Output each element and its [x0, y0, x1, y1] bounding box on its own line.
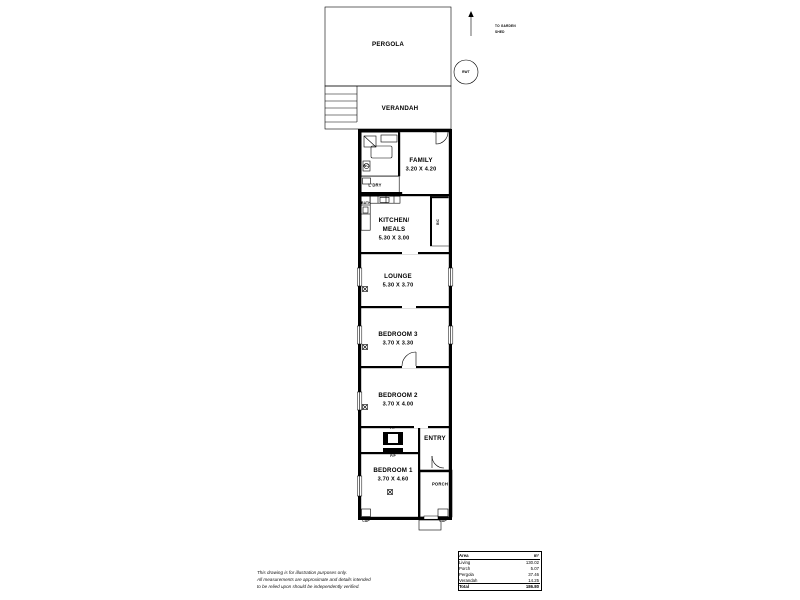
- wall-right-exterior: [449, 129, 452, 520]
- garden-shed-label-line1: TO GARDEN: [495, 24, 516, 28]
- area-row-label-living: Living: [459, 560, 471, 566]
- wall-bed2-entry: [358, 426, 452, 428]
- wall-laundry-kitchen: [361, 192, 402, 194]
- room-dim-bedroom1: 3.70 X 4.60: [377, 476, 409, 483]
- room-label-bedroom1: BEDROOM 1: [373, 467, 413, 475]
- area-row-label-porch: Porch: [459, 565, 471, 571]
- door-swing-family: [436, 132, 448, 144]
- room-dim-bedroom3: 3.70 X 3.30: [382, 340, 414, 347]
- room-label-bedroom2: BEDROOM 2: [378, 392, 418, 400]
- wall-bath-family: [398, 132, 400, 176]
- bath-label: BATH: [361, 201, 371, 205]
- area-table-header-unit: m²: [505, 553, 540, 559]
- room-label-meals: MEALS: [382, 226, 406, 234]
- area-summary-table: [458, 553, 540, 590]
- area-total-value: 186.80: [505, 583, 540, 589]
- door-swing-entry: [432, 456, 444, 468]
- room-dim-bedroom2: 3.70 X 4.00: [382, 401, 414, 408]
- wall-bed1-top: [358, 452, 420, 454]
- wall-family-kitchen: [358, 194, 452, 196]
- rwt-label: RWT: [462, 70, 470, 74]
- vanity-fixture: [381, 135, 397, 142]
- rear-step: [419, 520, 441, 530]
- area-row-label-pergola: Pergola: [459, 571, 474, 577]
- cupboard-right: [438, 509, 448, 517]
- wc-label: WC: [363, 164, 369, 168]
- area-total-label: Total: [458, 583, 505, 589]
- room-label-verandah: VERANDAH: [381, 105, 419, 113]
- door-swing-bedroom3: [402, 352, 416, 366]
- kitchen-sink: [363, 207, 368, 213]
- light-symbol-bedroom3: [363, 345, 368, 350]
- room-dim-family: 3.20 X 4.20: [405, 166, 437, 173]
- area-table-total-row: [458, 583, 540, 589]
- wall-bic-kitchen: [430, 196, 432, 246]
- area-row-value-pergola: 37.46: [528, 571, 539, 577]
- area-row-value-verandah: 14.25: [528, 577, 539, 583]
- room-dim-lounge: 5.30 X 3.70: [382, 282, 414, 289]
- disclaimer-line-3: to be relied upon should be independently verified.: [257, 583, 360, 589]
- cupboard-label-right: CUP: [439, 519, 447, 523]
- bathtub-fixture: [371, 146, 392, 158]
- disclaimer-text: [257, 570, 371, 591]
- room-label-bedroom3: BEDROOM 3: [378, 331, 418, 339]
- room-label-family: FAMILY: [409, 157, 433, 165]
- area-row-value-living: 130.02: [525, 560, 539, 566]
- disclaimer-line-1: This drawing is for illustration purposes only.: [257, 570, 348, 575]
- area-table-header-label: Area: [458, 553, 505, 559]
- wall-porch-top: [420, 470, 452, 472]
- room-label-entry: ENTRY: [424, 435, 446, 443]
- porch-area: [420, 470, 452, 517]
- bic-label-kitchen: BIC: [436, 218, 440, 226]
- cupboard-left: [362, 509, 371, 517]
- wall-top-exterior: [358, 129, 452, 132]
- disclaimer-line-2: All measurements are approximate and details intended: [257, 576, 371, 582]
- fireplace-lower: [383, 448, 403, 452]
- room-label-porch: PORCH: [431, 481, 449, 487]
- light-symbol-bedroom1: [388, 490, 393, 495]
- room-label-laundry: L'DRY: [368, 182, 382, 188]
- cupboard-label-left: CUP: [362, 519, 370, 523]
- garden-shed-label-line2: SHED: [495, 30, 505, 34]
- wall-left-exterior: [358, 129, 361, 520]
- cooktop-fixture: [380, 197, 389, 202]
- room-dim-meals: 5.30 X 3.00: [378, 235, 410, 242]
- fireplace-label-upper: F/P: [390, 426, 396, 430]
- area-row-value-porch: 5.07: [530, 565, 539, 571]
- room-label-pergola: PERGOLA: [372, 41, 404, 49]
- room-label-kitchen: KITCHEN/: [378, 217, 410, 225]
- light-symbol-lounge: [363, 287, 368, 292]
- room-label-lounge: LOUNGE: [384, 273, 412, 281]
- light-symbol-bedroom2: [363, 405, 368, 410]
- area-row-label-verandah: Verandah: [459, 577, 478, 583]
- fireplace-label-lower: F/P: [390, 454, 396, 458]
